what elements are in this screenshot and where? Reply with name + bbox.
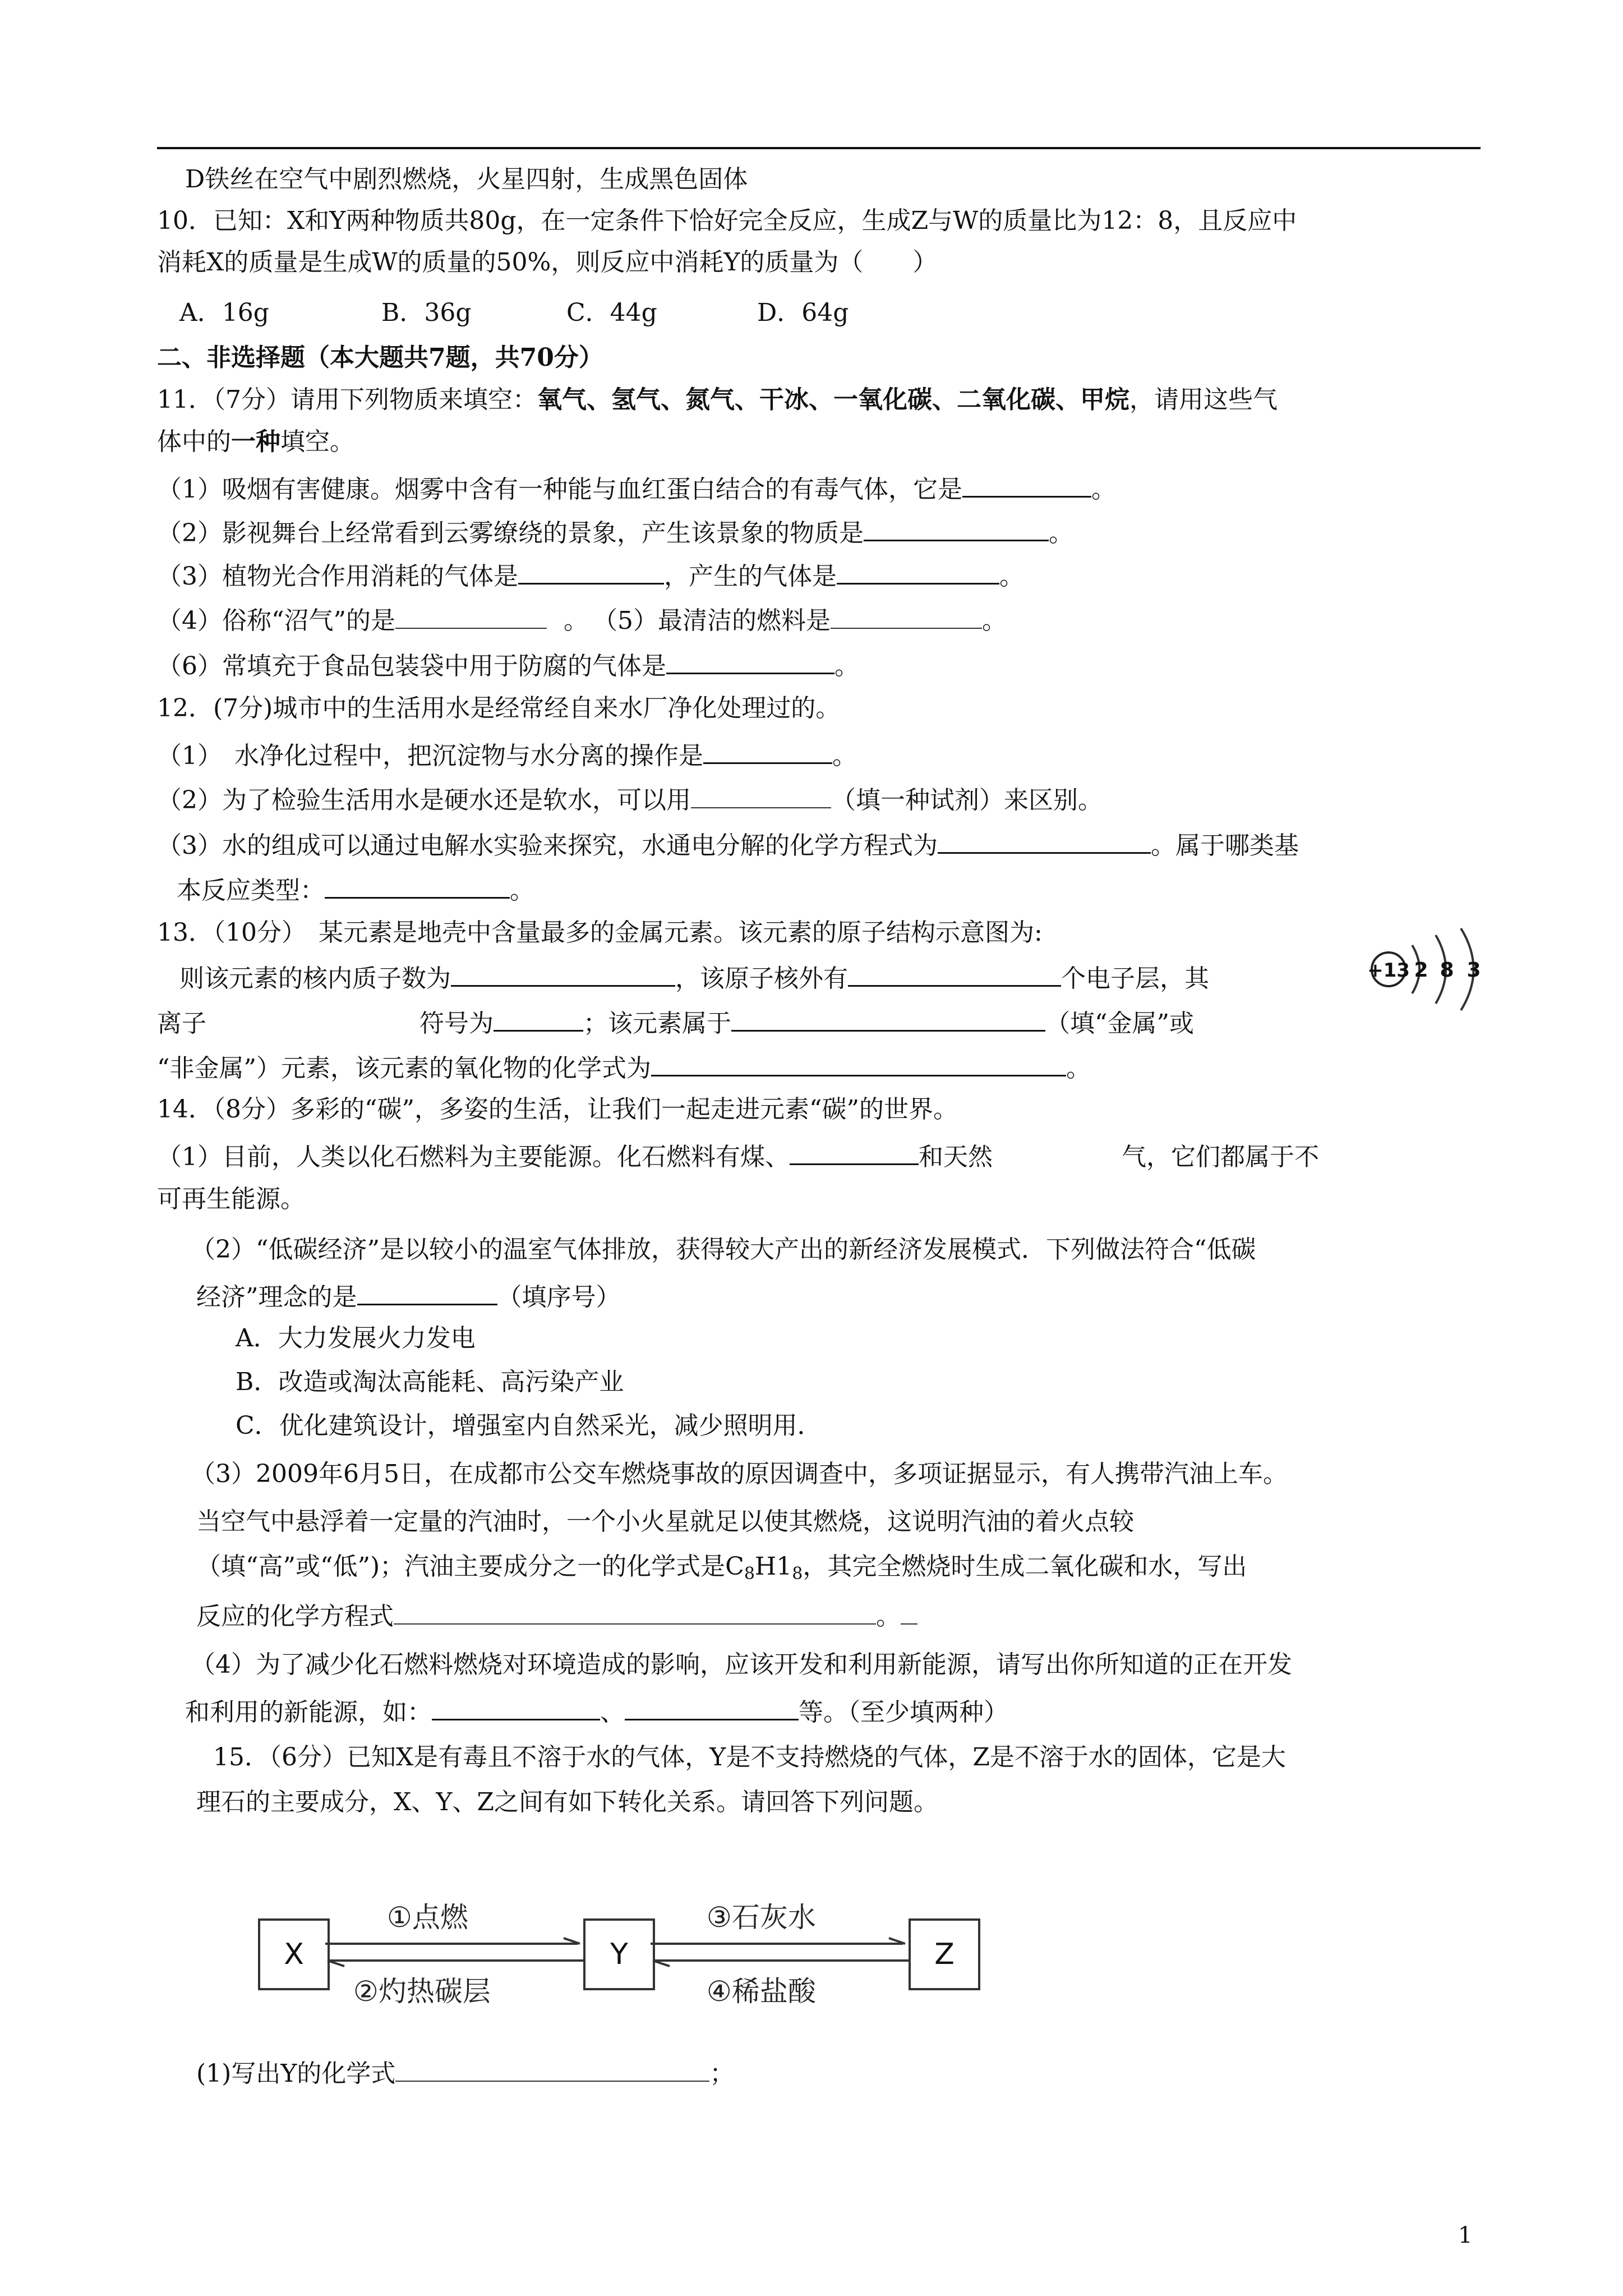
q13-c1: “非金属”）元素，该元素的氧化物的化学式为 [157, 1054, 651, 1083]
q11-item-1 [157, 471, 1116, 505]
q14-item-3-d [196, 1599, 917, 1632]
shell-3-electrons: 3 [1467, 959, 1481, 982]
section-2-heading: 二、非选择题（本大题共7题，共70分） [157, 343, 603, 372]
q15-1-text: (1)写出Y的化学式 [196, 2059, 396, 2088]
q11-text-1 [157, 384, 1278, 416]
q11-2-blank[interactable] [864, 515, 1049, 541]
q11-6-blank[interactable] [666, 648, 834, 674]
period: 。 [1091, 475, 1116, 504]
q14-4b1: 和利用的新能源，如： [185, 1698, 432, 1727]
period: 。 [510, 876, 534, 905]
q13-b4: （填“金属”或 [1045, 1009, 1194, 1038]
q15-text-1: 15．（6分）已知X是有毒且不溶于水的气体，Y是不支持燃烧的气体，Z是不溶于水的固体，它是大 [213, 1743, 1286, 1772]
q13-a2: ，该原子核外有 [675, 964, 848, 993]
q13-blank-protons[interactable] [451, 960, 675, 987]
q14-4b2: 、 [600, 1698, 625, 1727]
q12-item-3 [157, 827, 1299, 862]
q11-text-2a: 体中的 [157, 427, 231, 456]
q12-3-text: （3）水的组成可以通过电解水实验来探究，水通电分解的化学方程式为 [157, 831, 938, 860]
q12-item-3-cont [177, 872, 534, 907]
q11-5-blank[interactable] [831, 603, 982, 629]
q13-text: 13．（10分） 某元素是地壳中含量最多的金属元素。该元素的原子结构示意图为: [157, 918, 1043, 947]
q14-4-blank-1[interactable] [432, 1694, 600, 1720]
q12-item-1 [157, 738, 857, 772]
header-rule [157, 147, 1481, 149]
q11-substances: 氧气、氢气、氮气、干冰、一氧化碳、二氧化碳、甲烷 [537, 385, 1129, 414]
q12-1-text: （1） 水净化过程中，把沉淀物与水分离的操作是 [157, 742, 703, 770]
q15-item-1 [196, 2056, 734, 2090]
q12-2-blank[interactable] [691, 783, 831, 808]
q9-option-d: D铁丝在空气中剧烈燃烧，火星四射，生成黑色固体 [185, 165, 748, 194]
q14-2-option-a: A．大力发展火力发电 [236, 1324, 476, 1352]
q13-a1: 则该元素的核内质子数为 [179, 964, 451, 993]
q11-4-blank[interactable] [395, 603, 547, 629]
period: 。 [1066, 1054, 1091, 1083]
q14-1-blank[interactable] [790, 1139, 919, 1165]
q11-intro-tail: ，请用这些气 [1129, 385, 1278, 414]
q14-item-3: （3）2009年6月5日，在成都市公交车燃烧事故的原因调查中，多项证据显示，有人携带汽油上车。 [191, 1460, 1288, 1488]
q12-3-text-c: 本反应类型： [177, 876, 325, 905]
q10-option-a: A．16g [179, 298, 269, 327]
q10-text-1: 10．已知：X和Y两种物质共80g，在一定条件下恰好完全反应，生成Z与W的质量比为12：8，且反应中 [157, 206, 1297, 235]
q11-item-6 [157, 648, 859, 682]
q14-2b: 经济”理念的是 [196, 1283, 357, 1312]
q14-item-3-c [196, 1551, 1247, 1590]
period: 。 [563, 606, 588, 635]
q11-item-4-5 [157, 603, 1007, 637]
q11-text-2b: 填空。 [280, 427, 354, 456]
q10-option-c: C．44g [566, 298, 657, 327]
q12-3-blank-2[interactable] [325, 872, 510, 899]
q14-item-4: （4）为了减少化石燃料燃烧对环境造成的影响，应该开发和利用新能源，请写出你所知道的正在开发 [191, 1650, 1292, 1679]
period: 。 [1049, 519, 1073, 547]
q13-b1: 离子 [157, 1009, 206, 1038]
q12-3-blank-1[interactable] [938, 827, 1151, 854]
box-z: Z [909, 1918, 980, 1990]
q14-3c-b: H1 [754, 1552, 792, 1581]
q10-option-b: B．36g [381, 298, 472, 327]
q12-2-text-b: （填一种试剂）来区别。 [831, 786, 1103, 815]
q13-b2: 符号为 [419, 1009, 494, 1038]
q14-1a: （1）目前，人类以化石燃料为主要能源。化石燃料有煤、 [157, 1143, 790, 1171]
conversion-flow-diagram [241, 1890, 993, 2019]
period: 。 [876, 1602, 901, 1631]
q14-text: 14．（8分）多彩的“碳”，多姿的生活，让我们一起走进元素“碳”的世界。 [157, 1095, 958, 1124]
q14-3-tail [901, 1599, 917, 1625]
q14-3c-sub-1: 8 [744, 1564, 755, 1584]
q11-3-blank-1[interactable] [518, 558, 664, 585]
q14-3c-a: （填“高”或“低”)；汽油主要成分之一的化学式是C [196, 1552, 744, 1581]
page-number: 1 [1458, 2223, 1473, 2248]
arrow-label-hot-carbon: ②灼热碳层 [353, 1975, 491, 2008]
box-x: X [258, 1918, 330, 1990]
arrow-label-ignite: ①点燃 [387, 1901, 468, 1934]
atom-nucleus: +13 [1368, 959, 1410, 982]
q10-option-d: D．64g [757, 298, 849, 327]
q15-1-blank[interactable] [395, 2056, 709, 2082]
q13-blank-ion[interactable] [494, 1005, 583, 1032]
q11-3-text: （3）植物光合作用消耗的气体是 [157, 562, 518, 591]
q11-4-text: （4）俗称“沼气”的是 [157, 606, 395, 635]
q11-1-text: （1）吸烟有害健康。烟雾中含有一种能与血红蛋白结合的有毒气体，它是 [157, 475, 962, 504]
q13-line-3 [157, 1050, 1091, 1084]
q14-2-option-b: B．改造或淘汰高能耗、高污染产业 [236, 1368, 624, 1396]
period: 。 [834, 652, 859, 680]
q13-a3: 个电子层，其 [1061, 964, 1209, 993]
q14-item-4-cont [185, 1694, 1008, 1728]
q13-blank-type[interactable] [731, 1005, 1045, 1032]
q14-item-3-b: 当空气中悬浮着一定量的汽油时，一个小火星就足以使其燃烧，这说明汽油的着火点较 [196, 1507, 1134, 1536]
q12-text: 12．(7分)城市中的生活用水是经常经自来水厂净化处理过的。 [157, 694, 841, 723]
arrow-label-dilute-hcl: ④稀盐酸 [707, 1975, 816, 2008]
q14-2c: （填序号） [497, 1283, 621, 1312]
q13-line-2 [157, 1005, 1194, 1039]
q12-3-text-b: 。属于哪类基 [1151, 831, 1299, 860]
period: 。 [999, 562, 1024, 591]
q14-3c-c: ，其完全燃烧时生成二氧化碳和水，写出 [803, 1552, 1247, 1581]
q12-2-text: （2）为了检验生活用水是硬水还是软水，可以用 [157, 786, 691, 815]
q12-1-blank[interactable] [703, 738, 832, 764]
q15-text-2: 理石的主要成分，X、Y、Z之间有如下转化关系。请回答下列问题。 [196, 1788, 938, 1816]
q12-item-2 [157, 783, 1103, 816]
q14-1c: 气，它们都属于不 [1122, 1143, 1319, 1171]
q11-6-text: （6）常填充于食品包装袋中用于防腐的气体是 [157, 652, 666, 680]
period: 。 [832, 742, 857, 770]
arrow-label-limewater: ③石灰水 [707, 1901, 816, 1934]
q11-1-blank[interactable] [962, 471, 1091, 498]
q14-3-equation-blank[interactable] [394, 1599, 876, 1625]
q11-intro: 11．（7分）请用下列物质来填空： [157, 385, 537, 414]
q13-blank-oxide[interactable] [651, 1050, 1066, 1076]
q13-b3: ；该元素属于 [583, 1009, 731, 1038]
q14-4b3: 等。（至少填两种） [799, 1698, 1008, 1727]
q11-3-text-b: ，产生的气体是 [664, 562, 837, 591]
q14-item-1-cont: 可再生能源。 [157, 1185, 305, 1213]
q15-1-end: ； [709, 2059, 735, 2088]
q14-item-1 [157, 1139, 1319, 1173]
q13-line-1 [179, 960, 1209, 995]
q14-2-option-c: C．优化建筑设计，增强室内自然采光，减少照明用． [236, 1411, 822, 1440]
shell-2-electrons: 8 [1440, 959, 1454, 982]
q11-item-2 [157, 515, 1073, 549]
q14-item-2-cont [196, 1279, 621, 1313]
q11-3-blank-2[interactable] [837, 558, 999, 585]
q14-3c-sub-2: 8 [792, 1564, 803, 1584]
q14-3d: 反应的化学方程式 [196, 1602, 394, 1631]
q11-text-2 [157, 426, 354, 458]
box-y: Y [583, 1918, 655, 1990]
q11-one-kind: 一种 [231, 427, 280, 456]
q14-4-blank-2[interactable] [625, 1694, 799, 1720]
period: 。 [981, 606, 1007, 635]
q13-blank-shells[interactable] [848, 960, 1061, 987]
atom-structure-diagram [1368, 923, 1497, 1018]
shell-1-electrons: 2 [1414, 959, 1428, 982]
q11-item-3 [157, 558, 1024, 592]
q11-5-text: （5）最清洁的燃料是 [605, 606, 831, 635]
q10-text-2: 消耗X的质量是生成W的质量的50%，则反应中消耗Y的质量为（ ） [157, 248, 938, 277]
q11-2-text: （2）影视舞台上经常看到云雾缭绕的景象，产生该景象的物质是 [157, 519, 864, 547]
q14-1b: 和天然 [919, 1143, 993, 1171]
q14-2-blank[interactable] [357, 1279, 497, 1305]
q14-item-2: （2）“低碳经济”是以较小的温室气体排放，获得较大产出的新经济发展模式．下列做法符合“低碳 [191, 1235, 1256, 1264]
